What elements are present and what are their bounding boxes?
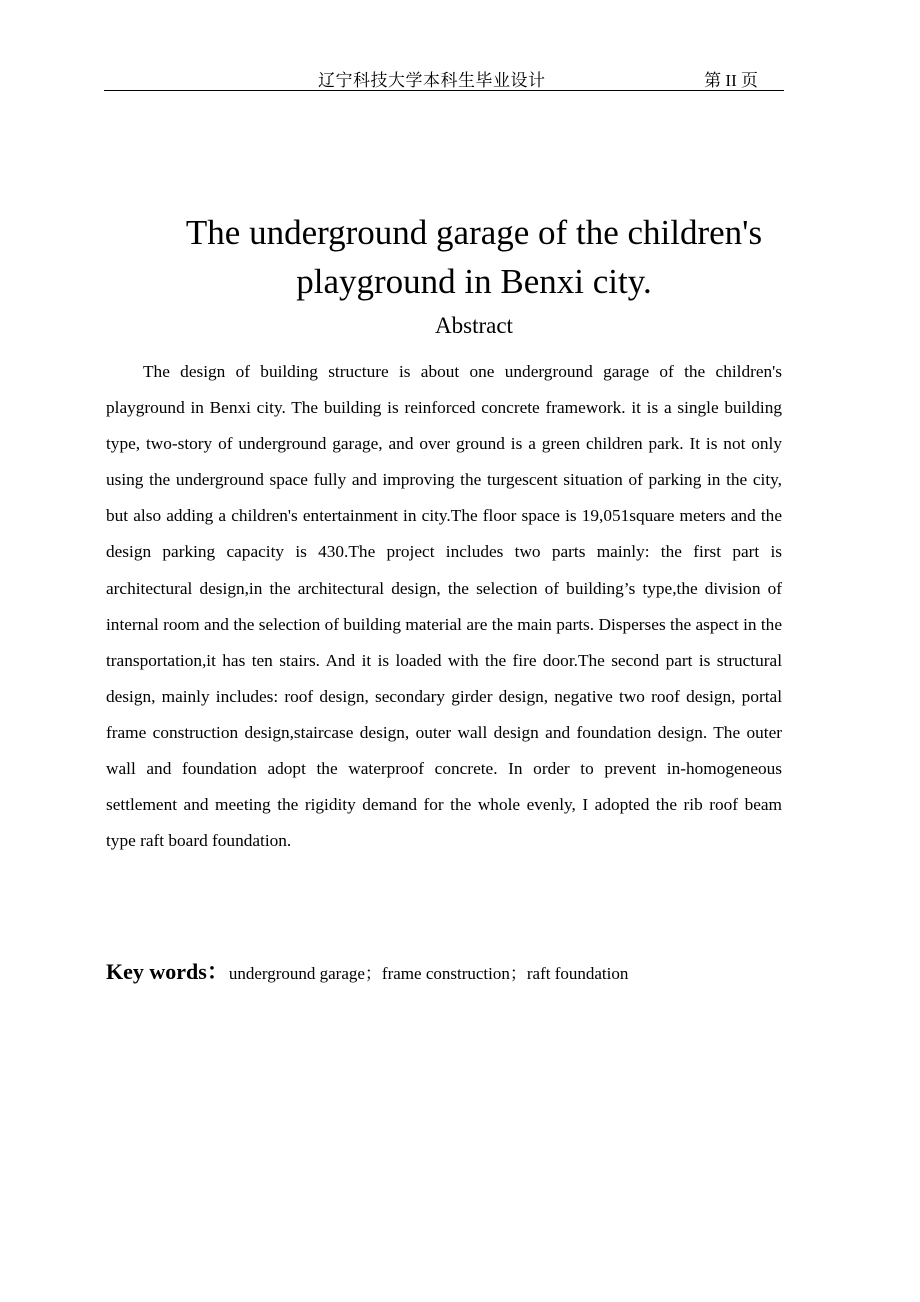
thesis-title-line-2: playground in Benxi city. bbox=[296, 262, 652, 301]
thesis-title bbox=[104, 208, 844, 306]
keywords-label: Key words： bbox=[106, 959, 229, 984]
header-page-number: 第 II 页 bbox=[704, 71, 758, 90]
abstract-body: The design of building structure is about one underground garage of the children's playground in Benxi city. The building is reinforced concrete framework. it is a single building type, two-story of underground garage, and over ground is a green children park. It is not only using the underground space fully and improving the turgescent situation of parking in the city, but also adding a children's entertainment in city.The floor space is 19,051square meters and the design parking capacity is 430.The project includes two parts mainly: the first part is architectural design,in the architectural design, the selection of building’s type,the division of internal room and the selection of building material are the main parts. Disperses the aspect in the transportation,it has ten stairs. And it is loaded with the fire door.The second part is structural design, mainly includes: roof design, secondary girder design, negative two roof design, portal frame construction design,staircase design, outer wall design and foundation design. The outer wall and foundation adopt the waterproof concrete. In order to prevent in-homogeneous settlement and meeting the rigidity demand for the whole evenly, I adopted the rib roof beam type raft board foundation. bbox=[106, 362, 782, 851]
keywords-line bbox=[106, 955, 628, 986]
keywords-values: underground garage；frame construction；raft foundation bbox=[228, 964, 629, 983]
page-header bbox=[104, 64, 784, 91]
header-university-title: 辽宁科技大学本科生毕业设计 bbox=[318, 71, 546, 90]
abstract-heading: Abstract bbox=[435, 313, 513, 338]
thesis-title-line-1: The underground garage of the children's bbox=[185, 213, 763, 252]
